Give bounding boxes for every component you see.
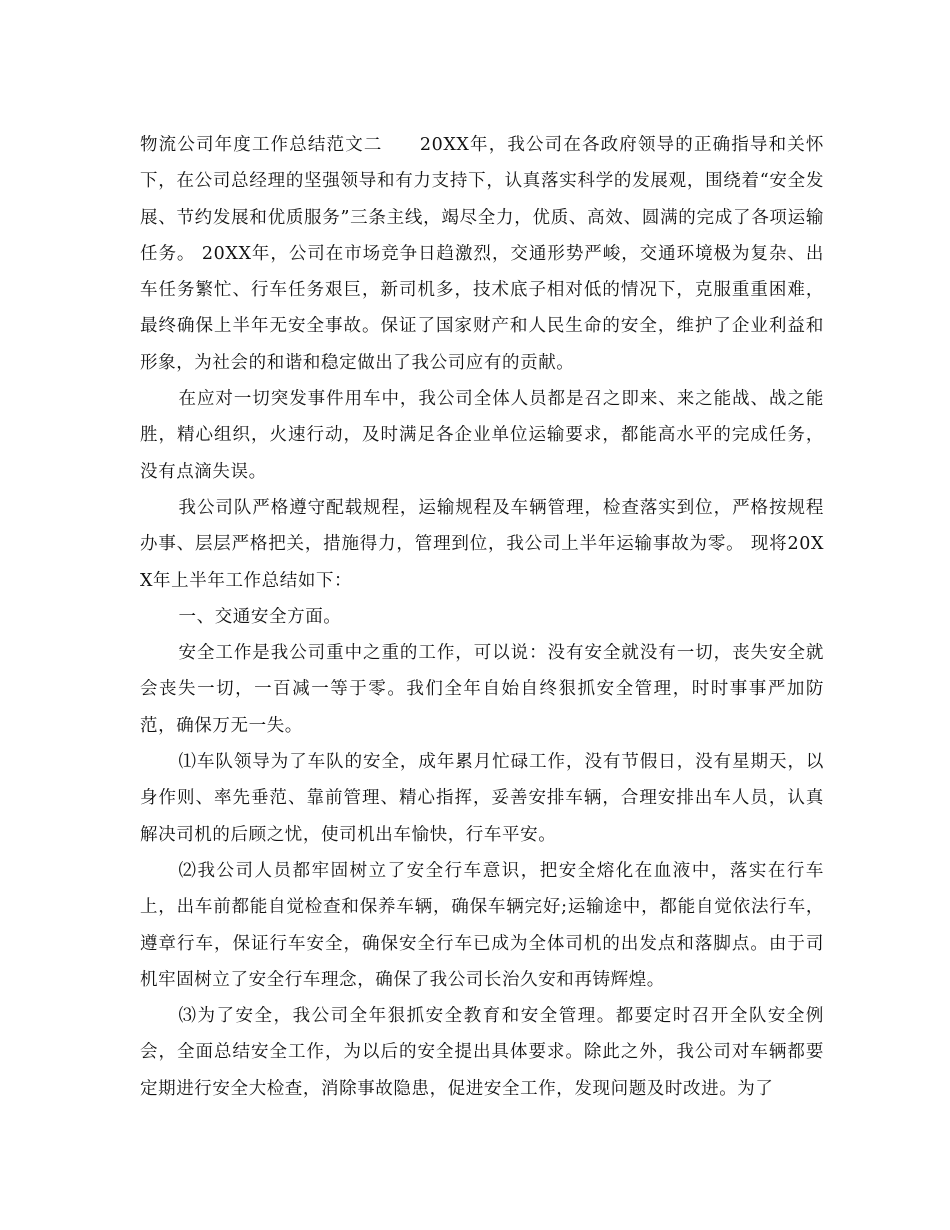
- regulations-paragraph: 我公司队严格遵守配载规程，运输规程及车辆管理，检查落实到位，严格按规程办事、层层严格把关，措施得力，管理到位，我公司上半年运输事故为零。 现将20XX年上半年工作总结如下：: [140, 497, 824, 591]
- safety-paragraph: 安全工作是我公司重中之重的工作，可以说：没有安全就没有一切，丧失安全就会丧失一切，一百减一等于零。我们全年自始自终狠抓安全管理，时时事事严加防范，确保万无一失。: [140, 643, 824, 736]
- section-heading: 一、交通安全方面。: [178, 606, 342, 627]
- emergency-paragraph: 在应对一切突发事件用车中，我公司全体人员都是召之即来、来之能战、战之能胜，精心组织，火速行动，及时满足各企业单位运输要求，都能高水平的完成任务，没有点滴失误。: [140, 389, 824, 482]
- list-item-3: ⑶为了安全，我公司全年狠抓安全教育和安全管理。都要定时召开全队安全例会，全面总结安全工作，为以后的安全提出具体要求。除此之外，我公司对车辆都要定期进行安全大检查，消除事故隐患，促进安全工作，发现问题及时改进。为了: [140, 1006, 824, 1099]
- list-item-2: ⑵我公司人员都牢固树立了安全行车意识，把安全熔化在血液中，落实在行车上，出车前都能自觉检查和保养车辆，确保车辆完好;运输途中，都能自觉依法行车，遵章行车，保证行车安全，确保安全行车已成为全体司机的出发点和落脚点。由于司机牢固树立了安全行车理念，确保了我公司长治久安和再铸辉煌。: [140, 860, 824, 990]
- list-item-1: ⑴车队领导为了车队的安全，成年累月忙碌工作，没有节假日，没有星期天，以身作则、率先垂范、靠前管理、精心指挥，妥善安排车辆，合理安排出车人员，认真解决司机的后顾之忧，使司机出车愉快，行车平安。: [140, 752, 824, 845]
- intro-paragraph: 物流公司年度工作总结范文二 20XX年，我公司在各政府领导的正确指导和关怀下，在公司总经理的坚强领导和有力支持下，认真落实科学的发展观，围绕着“安全发展、节约发展和优质服务”三条主线，竭尽全力，优质、高效、圆满的完成了各项运输任务。 20XX年，公司在市场竞争日趋激烈，交通形势严峻，交通环境极为复杂、出车任务繁忙、行车任务艰巨，新司机多，技术底子相对低的情况下，克服重重困难，最终确保上半年无安全事故。保证了国家财产和人民生命的安全，维护了企业利益和形象，为社会的和谐和稳定做出了我公司应有的贡献。: [140, 135, 824, 373]
- document-body: [140, 127, 824, 1107]
